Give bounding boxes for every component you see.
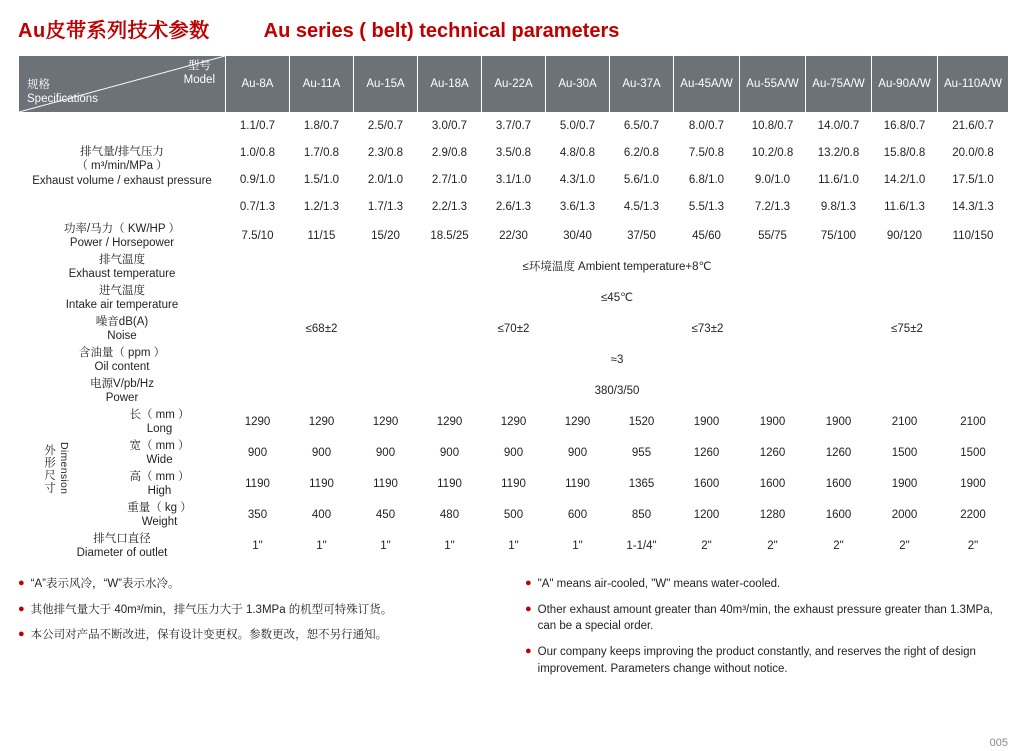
- row-label-dimension-wide-en: Wide: [146, 454, 173, 466]
- note-text-en-1: Other exhaust amount greater than 40m³/min, the exhaust pressure greater than 1.3MPa, can be a special order.: [537, 603, 993, 633]
- cell-wide-9: 1260: [806, 438, 872, 469]
- cell-exhaust-3-3: 2.2/1.3: [418, 194, 482, 221]
- bullet-icon: ●: [18, 628, 25, 641]
- cell-long-5: 1290: [546, 407, 610, 438]
- table-row: [19, 531, 1009, 562]
- cell-long-6: 1520: [610, 407, 674, 438]
- header-model-9: Au-75A/W: [806, 56, 872, 113]
- row-label-exhaust-temperature-en: Exhaust temperature: [68, 268, 176, 280]
- cell-power-9: 75/100: [806, 221, 872, 252]
- header-model-11: Au-110A/W: [938, 56, 1009, 113]
- cell-exhaust-2-7: 6.8/1.0: [674, 167, 740, 194]
- cell-exhaust-1-11: 20.0/0.8: [938, 140, 1009, 167]
- cell-wide-4: 900: [482, 438, 546, 469]
- header-model-6: Au-37A: [610, 56, 674, 113]
- cell-exhaust-0-11: 21.6/0.7: [938, 113, 1009, 140]
- cell-weight-5: 600: [546, 500, 610, 531]
- table-row: [19, 500, 1009, 531]
- cell-oil-content-value: ≈3: [226, 345, 1009, 376]
- cell-exhaust-3-1: 1.2/1.3: [290, 194, 354, 221]
- cell-wide-11: 1500: [938, 438, 1009, 469]
- row-label-power-horsepower-cn: 功率/马力（ KW/HP ）: [63, 222, 181, 235]
- table-row: [19, 252, 1009, 283]
- cell-exhaust-2-8: 9.0/1.0: [740, 167, 806, 194]
- cell-wide-8: 1260: [740, 438, 806, 469]
- bullet-icon: ●: [525, 602, 532, 615]
- row-label-dimension-high-en: High: [147, 485, 172, 497]
- row-label-dimension-en: Dimension: [58, 442, 71, 495]
- cell-outlet-10: 2": [872, 531, 938, 562]
- cell-exhaust-3-6: 4.5/1.3: [610, 194, 674, 221]
- cell-weight-11: 2200: [938, 500, 1009, 531]
- header-model-4: Au-22A: [482, 56, 546, 113]
- cell-exhaust-3-10: 11.6/1.3: [872, 194, 938, 221]
- row-label-oil-content-cn: 含油量（ ppm ）: [78, 346, 166, 359]
- cell-exhaust-2-2: 2.0/1.0: [354, 167, 418, 194]
- cell-high-5: 1190: [546, 469, 610, 500]
- cell-exhaust-0-6: 6.5/0.7: [610, 113, 674, 140]
- cell-exhaust-2-10: 14.2/1.0: [872, 167, 938, 194]
- cell-exhaust-1-6: 6.2/0.8: [610, 140, 674, 167]
- cell-exhaust-2-1: 1.5/1.0: [290, 167, 354, 194]
- note-text-en-2: Our company keeps improving the product constantly, and reserves the right of design improvement. Parameters change without notice.: [537, 646, 976, 675]
- notes-column-en: [513, 576, 1008, 686]
- header-model-8: Au-55A/W: [740, 56, 806, 113]
- header-model-2: Au-15A: [354, 56, 418, 113]
- row-label-outlet-diameter-en: Diameter of outlet: [76, 547, 168, 559]
- cell-long-1: 1290: [290, 407, 354, 438]
- note-item: [18, 602, 513, 619]
- row-label-dimension-long: [94, 407, 226, 438]
- header-spec-cn: 规格: [27, 79, 50, 92]
- bullet-icon: ●: [525, 577, 532, 589]
- table-row: [19, 221, 1009, 252]
- cell-exhaust-3-2: 1.7/1.3: [354, 194, 418, 221]
- note-text-cn-2: 本公司对产品不断改进，保有设计变更权。参数更改，恕不另行通知。: [30, 629, 388, 642]
- cell-high-3: 1190: [418, 469, 482, 500]
- row-label-dimension-long-en: Long: [146, 423, 173, 435]
- cell-exhaust-2-6: 5.6/1.0: [610, 167, 674, 194]
- cell-exhaust-3-0: 0.7/1.3: [226, 194, 290, 221]
- cell-power-7: 45/60: [674, 221, 740, 252]
- header-model-1: Au-11A: [290, 56, 354, 113]
- cell-weight-4: 500: [482, 500, 546, 531]
- cell-wide-1: 900: [290, 438, 354, 469]
- cell-exhaust-1-2: 2.3/0.8: [354, 140, 418, 167]
- table-row: [19, 345, 1009, 376]
- row-label-intake-temperature-cn: 进气温度: [99, 284, 145, 297]
- row-label-noise-en: Noise: [107, 330, 137, 342]
- note-text-cn-1: 其他排气量大于 40m³/min，排气压力大于 1.3MPa 的机型可特殊订货。: [30, 603, 393, 616]
- cell-exhaust-3-7: 5.5/1.3: [674, 194, 740, 221]
- cell-exhaust-1-7: 7.5/0.8: [674, 140, 740, 167]
- cell-high-4: 1190: [482, 469, 546, 500]
- page-title: [0, 0, 1024, 51]
- cell-exhaust-3-4: 2.6/1.3: [482, 194, 546, 221]
- cell-exhaust-2-4: 3.1/1.0: [482, 167, 546, 194]
- cell-long-11: 2100: [938, 407, 1009, 438]
- cell-noise-0: ≤68±2: [226, 314, 418, 345]
- cell-outlet-11: 2": [938, 531, 1009, 562]
- cell-high-1: 1190: [290, 469, 354, 500]
- table-header-row: [19, 56, 1009, 113]
- cell-power-4: 22/30: [482, 221, 546, 252]
- row-label-oil-content: [19, 345, 226, 376]
- cell-exhaust-1-9: 13.2/0.8: [806, 140, 872, 167]
- cell-exhaust-2-0: 0.9/1.0: [226, 167, 290, 194]
- row-label-power-supply: [19, 376, 226, 407]
- cell-exhaust-0-0: 1.1/0.7: [226, 113, 290, 140]
- note-item: [18, 576, 513, 593]
- cell-exhaust-3-9: 9.8/1.3: [806, 194, 872, 221]
- header-model-cn: 型号: [187, 60, 211, 72]
- row-label-power-supply-en: Power: [105, 392, 139, 404]
- row-label-intake-temperature: [19, 283, 226, 314]
- note-text-cn-0: “A”表示风冷，“W”表示水冷。: [30, 578, 180, 590]
- row-label-exhaust-volume-unit: （ m³/min/MPa ）: [76, 160, 168, 173]
- row-label-power-supply-cn: 电源V/pb/Hz: [90, 377, 154, 390]
- table-row: [19, 438, 1009, 469]
- cell-long-3: 1290: [418, 407, 482, 438]
- cell-high-10: 1900: [872, 469, 938, 500]
- cell-high-9: 1600: [806, 469, 872, 500]
- header-corner-cell: [19, 56, 226, 113]
- header-model-3: Au-18A: [418, 56, 482, 113]
- cell-exhaust-1-4: 3.5/0.8: [482, 140, 546, 167]
- row-label-dimension: [19, 407, 94, 531]
- bullet-icon: ●: [18, 577, 25, 589]
- cell-high-6: 1365: [610, 469, 674, 500]
- cell-exhaust-3-11: 14.3/1.3: [938, 194, 1009, 221]
- cell-power-3: 18.5/25: [418, 221, 482, 252]
- row-label-dimension-weight: [94, 500, 226, 531]
- table-row: [19, 283, 1009, 314]
- page-title-en: Au series ( belt) technical parameters: [263, 20, 620, 42]
- cell-exhaust-1-3: 2.9/0.8: [418, 140, 482, 167]
- bullet-icon: ●: [525, 645, 532, 658]
- cell-high-8: 1600: [740, 469, 806, 500]
- cell-high-0: 1190: [226, 469, 290, 500]
- row-label-dimension-high: [94, 469, 226, 500]
- cell-exhaust-0-10: 16.8/0.7: [872, 113, 938, 140]
- cell-outlet-5: 1": [546, 531, 610, 562]
- table-row: [19, 469, 1009, 500]
- cell-exhaust-2-9: 11.6/1.0: [806, 167, 872, 194]
- row-label-noise-cn: 噪音dB(A): [95, 315, 149, 328]
- cell-intake-temperature-value: ≤45℃: [226, 283, 1009, 314]
- row-label-exhaust-volume-cn: 排气量/排气压力: [80, 145, 164, 158]
- note-item: [525, 644, 1008, 677]
- note-text-en-0: "A" means air-cooled, "W" means water-cooled.: [537, 578, 781, 590]
- row-label-dimension-weight-en: Weight: [141, 516, 178, 528]
- table-row: [19, 376, 1009, 407]
- cell-weight-3: 480: [418, 500, 482, 531]
- cell-power-10: 90/120: [872, 221, 938, 252]
- row-label-dimension-weight-cn: 重量（ kg ）: [127, 501, 192, 514]
- table-row: [19, 113, 1009, 140]
- cell-exhaust-2-11: 17.5/1.0: [938, 167, 1009, 194]
- cell-wide-2: 900: [354, 438, 418, 469]
- cell-long-10: 2100: [872, 407, 938, 438]
- cell-exhaust-1-1: 1.7/0.8: [290, 140, 354, 167]
- cell-exhaust-0-1: 1.8/0.7: [290, 113, 354, 140]
- page-title-cn: Au皮带系列技术参数: [18, 20, 210, 42]
- header-model-en: Model: [183, 73, 215, 86]
- cell-noise-3: ≤75±2: [806, 314, 1009, 345]
- row-label-power-horsepower-en: Power / Horsepower: [69, 237, 175, 249]
- cell-long-4: 1290: [482, 407, 546, 438]
- note-item: [18, 627, 513, 644]
- cell-exhaust-0-5: 5.0/0.7: [546, 113, 610, 140]
- cell-power-5: 30/40: [546, 221, 610, 252]
- cell-power-2: 15/20: [354, 221, 418, 252]
- cell-weight-8: 1280: [740, 500, 806, 531]
- table-row: [19, 407, 1009, 438]
- bullet-icon: ●: [18, 602, 25, 615]
- cell-exhaust-0-2: 2.5/0.7: [354, 113, 418, 140]
- specifications-table: [18, 55, 1009, 562]
- cell-exhaust-0-8: 10.8/0.7: [740, 113, 806, 140]
- cell-wide-6: 955: [610, 438, 674, 469]
- header-model-5: Au-30A: [546, 56, 610, 113]
- note-item: [525, 576, 1008, 593]
- header-model-10: Au-90A/W: [872, 56, 938, 113]
- row-label-noise: [19, 314, 226, 345]
- cell-long-8: 1900: [740, 407, 806, 438]
- row-label-dimension-cn: 外形尺寸: [43, 443, 56, 494]
- cell-exhaust-0-7: 8.0/0.7: [674, 113, 740, 140]
- row-label-exhaust-temperature-cn: 排气温度: [99, 253, 145, 266]
- cell-wide-5: 900: [546, 438, 610, 469]
- row-label-oil-content-en: Oil content: [94, 361, 150, 373]
- row-label-dimension-long-cn: 长（ mm ）: [129, 408, 190, 421]
- cell-power-supply-value: 380/3/50: [226, 376, 1009, 407]
- row-label-exhaust-temperature: [19, 252, 226, 283]
- cell-long-9: 1900: [806, 407, 872, 438]
- row-label-outlet-diameter-cn: 排气口直径: [93, 532, 151, 545]
- cell-power-1: 11/15: [290, 221, 354, 252]
- cell-weight-1: 400: [290, 500, 354, 531]
- cell-weight-7: 1200: [674, 500, 740, 531]
- notes-section: [18, 576, 1008, 686]
- cell-outlet-6: 1-1/4": [610, 531, 674, 562]
- cell-outlet-4: 1": [482, 531, 546, 562]
- cell-exhaust-1-0: 1.0/0.8: [226, 140, 290, 167]
- row-label-dimension-wide-cn: 宽（ mm ）: [129, 439, 190, 452]
- cell-weight-6: 850: [610, 500, 674, 531]
- row-label-exhaust-volume-en: Exhaust volume / exhaust pressure: [32, 174, 212, 187]
- cell-wide-7: 1260: [674, 438, 740, 469]
- cell-outlet-8: 2": [740, 531, 806, 562]
- cell-noise-2: ≤73±2: [610, 314, 806, 345]
- cell-exhaust-1-5: 4.8/0.8: [546, 140, 610, 167]
- cell-outlet-0: 1": [226, 531, 290, 562]
- note-item: [525, 602, 1008, 635]
- cell-exhaust-3-8: 7.2/1.3: [740, 194, 806, 221]
- cell-outlet-3: 1": [418, 531, 482, 562]
- cell-wide-10: 1500: [872, 438, 938, 469]
- header-model-0: Au-8A: [226, 56, 290, 113]
- cell-exhaust-temperature-value: ≤环境温度 Ambient temperature+8℃: [226, 252, 1009, 283]
- cell-power-8: 55/75: [740, 221, 806, 252]
- cell-wide-0: 900: [226, 438, 290, 469]
- cell-weight-10: 2000: [872, 500, 938, 531]
- cell-exhaust-0-9: 14.0/0.7: [806, 113, 872, 140]
- cell-weight-9: 1600: [806, 500, 872, 531]
- cell-high-2: 1190: [354, 469, 418, 500]
- cell-outlet-7: 2": [674, 531, 740, 562]
- cell-exhaust-2-5: 4.3/1.0: [546, 167, 610, 194]
- row-label-dimension-wide: [94, 438, 226, 469]
- cell-long-2: 1290: [354, 407, 418, 438]
- table-row: [19, 314, 1009, 345]
- cell-exhaust-1-10: 15.8/0.8: [872, 140, 938, 167]
- cell-exhaust-1-8: 10.2/0.8: [740, 140, 806, 167]
- cell-power-0: 7.5/10: [226, 221, 290, 252]
- cell-long-7: 1900: [674, 407, 740, 438]
- cell-power-11: 110/150: [938, 221, 1009, 252]
- header-model-7: Au-45A/W: [674, 56, 740, 113]
- cell-power-6: 37/50: [610, 221, 674, 252]
- cell-weight-2: 450: [354, 500, 418, 531]
- cell-weight-0: 350: [226, 500, 290, 531]
- cell-high-11: 1900: [938, 469, 1009, 500]
- cell-noise-1: ≤70±2: [418, 314, 610, 345]
- cell-exhaust-0-3: 3.0/0.7: [418, 113, 482, 140]
- cell-exhaust-2-3: 2.7/1.0: [418, 167, 482, 194]
- cell-outlet-9: 2": [806, 531, 872, 562]
- notes-column-cn: [18, 576, 513, 686]
- cell-high-7: 1600: [674, 469, 740, 500]
- page-number: 005: [989, 737, 1008, 749]
- cell-wide-3: 900: [418, 438, 482, 469]
- cell-outlet-1: 1": [290, 531, 354, 562]
- row-label-exhaust-volume: [19, 113, 226, 221]
- cell-exhaust-0-4: 3.7/0.7: [482, 113, 546, 140]
- row-label-dimension-high-cn: 高（ mm ）: [129, 470, 190, 483]
- cell-outlet-2: 1": [354, 531, 418, 562]
- row-label-intake-temperature-en: Intake air temperature: [65, 299, 179, 311]
- row-label-power-horsepower: [19, 221, 226, 252]
- header-spec-en: Specifications: [27, 93, 98, 106]
- row-label-outlet-diameter: [19, 531, 226, 562]
- cell-exhaust-3-5: 3.6/1.3: [546, 194, 610, 221]
- cell-long-0: 1290: [226, 407, 290, 438]
